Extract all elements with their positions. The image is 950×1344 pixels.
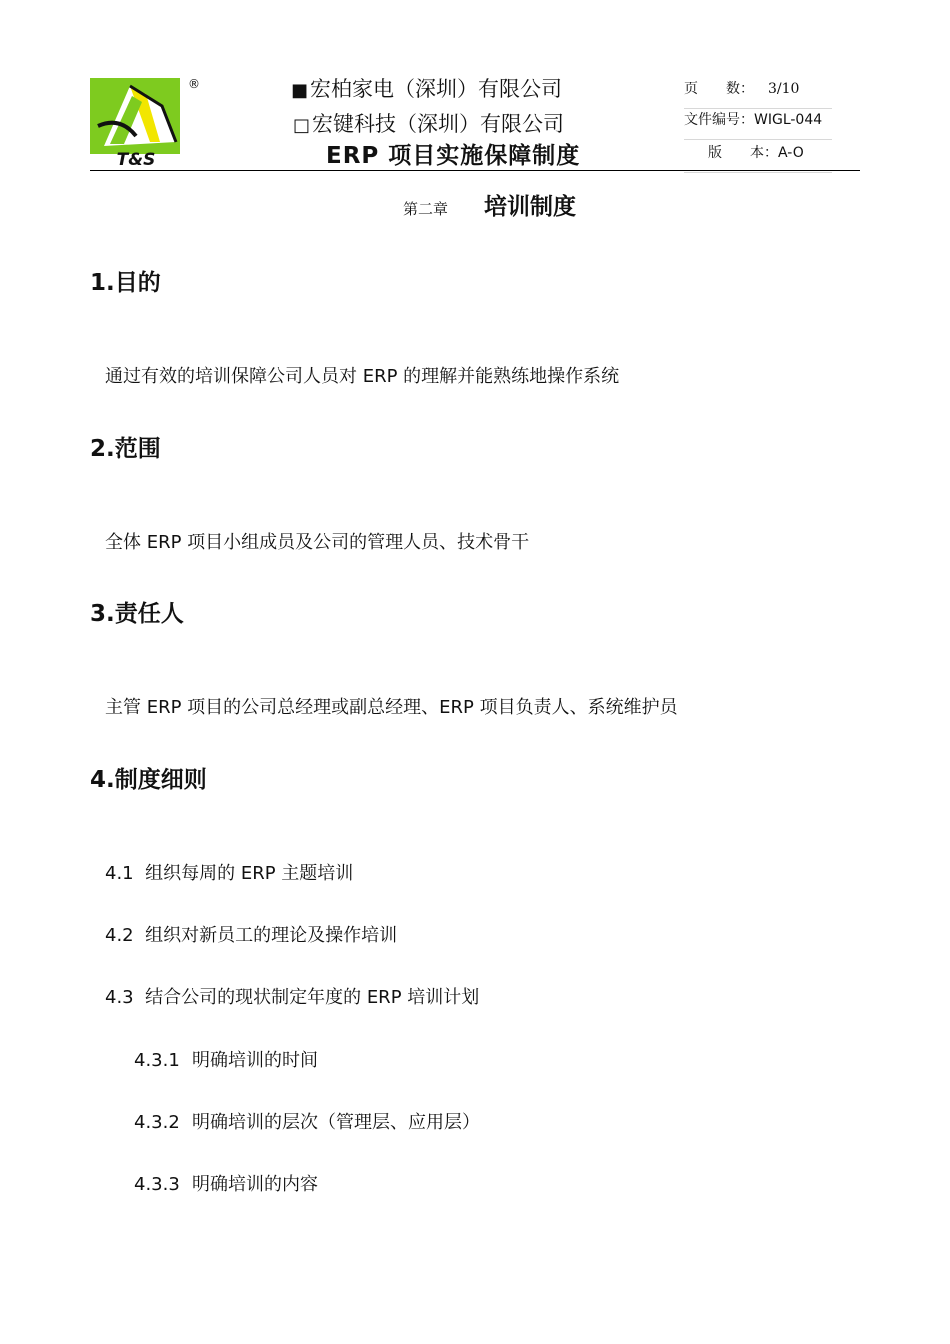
company-logo: [90, 76, 200, 168]
sub-list-item-number: 4.3.3: [134, 1174, 180, 1195]
sub-list-item: [134, 1046, 318, 1072]
list-item: [105, 921, 397, 947]
list-item: [105, 983, 479, 1009]
version: [684, 142, 832, 173]
empty-box-icon: □: [293, 115, 311, 136]
sub-list-item: [134, 1170, 318, 1196]
list-item-number: 4.2: [105, 925, 134, 946]
sub-list-item-text: 明确培训的层次（管理层、应用层）: [192, 1112, 480, 1133]
section-heading-rules: 4.制度细则: [90, 767, 207, 793]
section-body-scope: 全体 ERP 项目小组成员及公司的管理人员、技术骨干: [105, 532, 530, 553]
sub-list-item: [134, 1108, 480, 1134]
company-name-2-text: 宏键科技（深圳）有限公司: [312, 112, 565, 136]
section-heading-scope: 2.范围: [90, 436, 161, 462]
page-count: [684, 78, 832, 109]
version-label: 版 本：: [708, 145, 778, 161]
chapter-label: 第二章: [403, 200, 449, 218]
section-heading-purpose: 1.目的: [90, 270, 161, 296]
page-count-label: 页 数：: [684, 81, 754, 97]
version-value: A-O: [778, 145, 804, 161]
section-heading-responsible: 3.责任人: [90, 601, 184, 627]
page-count-value: 3/10: [768, 81, 800, 97]
list-item-text: 组织每周的 ERP 主题培训: [145, 863, 354, 884]
sub-list-item-number: 4.3.2: [134, 1112, 180, 1133]
list-item-text: 结合公司的现状制定年度的 ERP 培训计划: [145, 987, 480, 1008]
list-item: [105, 859, 353, 885]
svg-text:T&S: T&S: [116, 150, 156, 168]
sub-list-item-number: 4.3.1: [134, 1050, 180, 1071]
chapter-name: 培训制度: [484, 194, 577, 220]
list-item-number: 4.3: [105, 987, 134, 1008]
document-title: ERP 项目实施保障制度: [326, 143, 581, 169]
company-name-1: [291, 73, 562, 103]
chapter-heading: [403, 188, 576, 221]
list-item-text: 组织对新员工的理论及操作培训: [145, 925, 398, 946]
header-divider: [90, 170, 860, 171]
sub-list-item-text: 明确培训的时间: [192, 1050, 318, 1071]
document-number: [684, 109, 832, 140]
list-item-number: 4.1: [105, 863, 134, 884]
checked-box-icon: ■: [291, 80, 309, 101]
ts-logo-icon: [90, 76, 200, 168]
section-body-responsible: 主管 ERP 项目的公司总经理或副总经理、ERP 项目负责人、系统维护员: [105, 697, 678, 718]
document-number-label: 文件编号：: [684, 112, 754, 128]
company-name-1-text: 宏柏家电（深圳）有限公司: [310, 77, 563, 101]
company-name-2: [293, 108, 564, 138]
document-number-value: WIGL-044: [754, 112, 823, 128]
svg-text:®: ®: [188, 77, 200, 91]
sub-list-item-text: 明确培训的内容: [192, 1174, 318, 1195]
section-body-purpose: 通过有效的培训保障公司人员对 ERP 的理解并能熟练地操作系统: [105, 366, 620, 387]
